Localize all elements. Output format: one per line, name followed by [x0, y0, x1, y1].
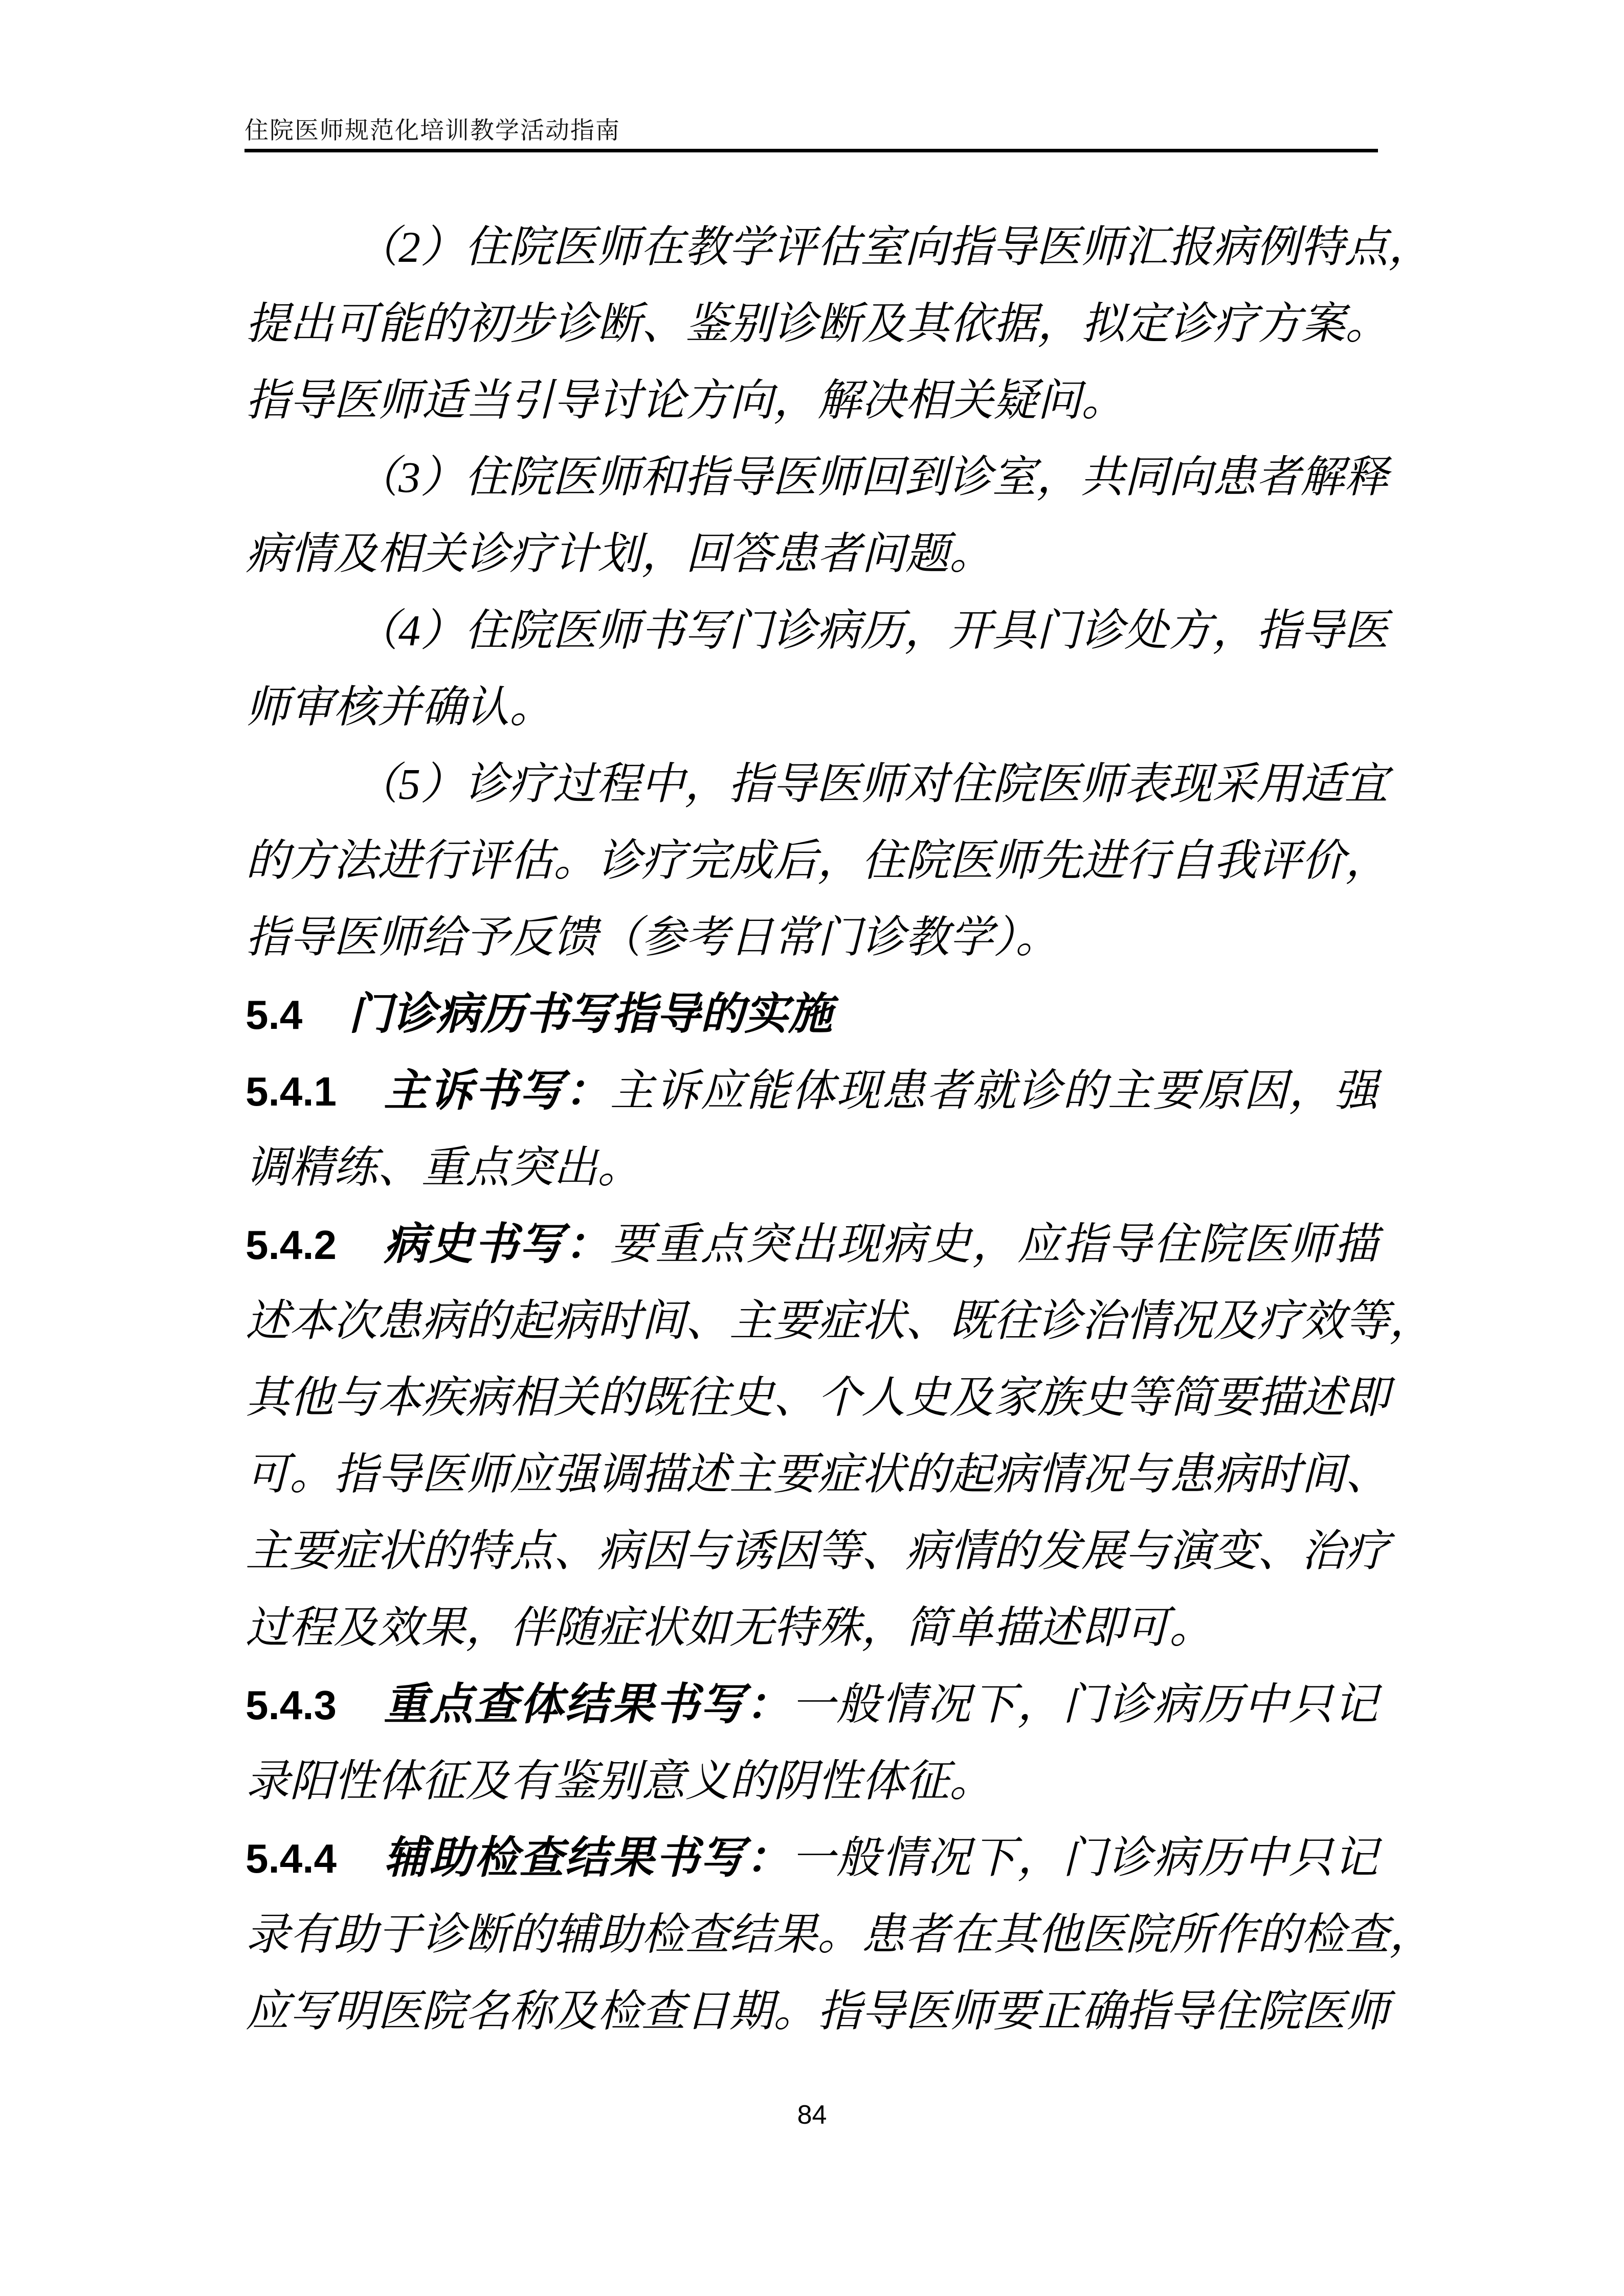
document-body — [246, 209, 1433, 2050]
para-3-line2: 病情及相关诊疗计划，回答患者问题。 — [246, 529, 993, 578]
para-5-line3: 指导医师给予反馈（参考日常门诊教学）。 — [246, 913, 1059, 962]
para-4-line1: （4）住院医师书写门诊病历，开具门诊处方，指导医 — [354, 606, 1388, 655]
para-5-4-2-line6: 过程及效果，伴随症状如无特殊，简单描述即可。 — [246, 1603, 1213, 1652]
para-2-line2: 提出可能的初步诊断、鉴别诊断及其依据，拟定诊疗方案。 — [246, 299, 1389, 348]
para-5-4-2-line5: 主要症状的特点、病因与诱因等、病情的发展与演变、治疗 — [246, 1526, 1389, 1575]
para-5-4-4-line3: 应写明医院名称及检查日期。指导医师要正确指导住院医师 — [246, 1987, 1389, 2036]
heading-5-4-3-text: 一般情况下，门诊病历中只记 — [791, 1680, 1378, 1729]
heading-5-4-1 — [246, 1052, 1378, 1129]
para-5-line2: 的方法进行评估。诊疗完成后，住院医师先进行自我评价， — [246, 836, 1389, 885]
header-rule — [244, 149, 1378, 152]
heading-5-4 — [246, 976, 1378, 1052]
para-5-4-3-line2: 录阳性体征及有鉴别意义的阴性体征。 — [246, 1757, 993, 1806]
heading-5-4-3-label: 重点查体结果书写： — [382, 1680, 791, 1729]
heading-5-4-1-number: 5.4.1 — [246, 1069, 337, 1114]
heading-5-4-2-number: 5.4.2 — [246, 1222, 337, 1268]
para-5-4-1-line2: 调精练、重点突出。 — [246, 1143, 641, 1192]
heading-5-4-3 — [246, 1666, 1378, 1743]
para-5-line1: （5）诊疗过程中，指导医师对住院医师表现采用适宜 — [354, 759, 1388, 808]
heading-5-4-label: 门诊病历书写指导的实施 — [348, 989, 833, 1039]
para-2-line3: 指导医师适当引导讨论方向，解决相关疑问。 — [246, 376, 1125, 425]
heading-5-4-2-label: 病史书写： — [382, 1220, 610, 1269]
heading-5-4-4-number: 5.4.4 — [246, 1836, 337, 1881]
para-5-4-2-line3: 其他与本疾病相关的既往史、个人史及家族史等简要描述即 — [246, 1373, 1389, 1422]
heading-5-4-4-label: 辅助检查结果书写： — [382, 1833, 791, 1882]
para-2-line1: （2）住院医师在教学评估室向指导医师汇报病例特点， — [354, 222, 1432, 272]
para-5-4-2-line4: 可。指导医师应强调描述主要症状的起病情况与患病时间、 — [246, 1450, 1389, 1499]
para-3-line1: （3）住院医师和指导医师回到诊室，共同向患者解释 — [354, 453, 1388, 502]
heading-5-4-2 — [246, 1206, 1378, 1282]
page-header-title: 住院医师规范化培训教学活动指南 — [244, 118, 620, 144]
heading-5-4-1-text: 主诉应能体现患者就诊的主要原因，强 — [610, 1066, 1378, 1115]
heading-5-4-4 — [246, 1819, 1378, 1896]
para-5-4-4-line2: 录有助于诊断的辅助检查结果。患者在其他医院所作的检查， — [246, 1910, 1433, 1959]
heading-5-4-1-label: 主诉书写： — [382, 1066, 610, 1115]
page-number: 84 — [797, 2100, 827, 2130]
para-4-line2: 师审核并确认。 — [246, 683, 553, 732]
heading-5-4-2-text: 要重点突出现病史，应指导住院医师描 — [610, 1220, 1378, 1269]
para-5-4-2-line2: 述本次患病的起病时间、主要症状、既往诊治情况及疗效等， — [246, 1296, 1433, 1345]
heading-5-4-4-text: 一般情况下，门诊病历中只记 — [791, 1833, 1378, 1882]
heading-5-4-number: 5.4 — [246, 992, 303, 1038]
heading-5-4-3-number: 5.4.3 — [246, 1682, 337, 1728]
